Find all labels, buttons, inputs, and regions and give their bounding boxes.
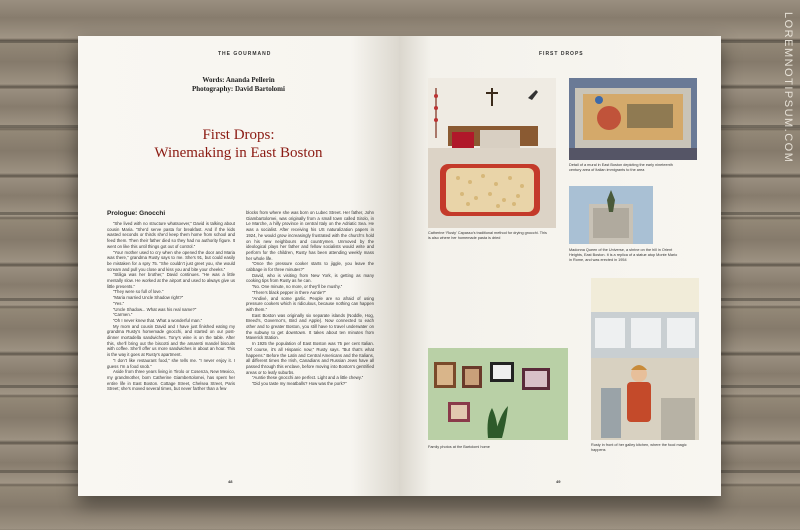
paragraph: “She lived with no structure whatsoever,” David is talking about cousin Maria. “She’d serve pasta for breakfast. And if the kids wasted seconds or thirds she’d keep them home from school and feed them. Then their father died so they had no authority figure. It went on like this until things got out of control.” (107, 221, 235, 249)
paragraph: “Auntie these gnocchi are perfect. Light and a little chewy.” (252, 375, 364, 381)
paragraph: “They were so full of love.” (113, 289, 164, 295)
photo-statue (569, 186, 653, 244)
family-photos-image (428, 348, 568, 440)
paragraph: “Yes.” (113, 300, 125, 306)
left-page (78, 36, 399, 496)
photo-family-frames (428, 348, 568, 440)
paragraph: “No. One minute, no more, or they’ll be mushy.” (252, 284, 343, 290)
kitchen-image (591, 278, 699, 440)
photo-gnocchi-bed (428, 78, 556, 228)
paragraph: Aside from three years living in Tirolo or Cosenza, New Mexico, my grandmother, born Catherine Giambertolomei, has spent her entire life in East Boston. Cottage Street, Chelsea Street, Paris Street; she’s moved several times, but never farther than a few (107, 369, 235, 392)
right-page (399, 36, 721, 496)
running-head-right: FIRST DROPS (539, 51, 584, 57)
paragraph: “Oh I never knew that. What a wonderful man.” (113, 317, 203, 323)
text-column-1 (107, 221, 235, 392)
watermark-text: LOREMNOTIPSUM.COM (782, 12, 794, 164)
page-number-left: 48 (228, 479, 233, 484)
title-line-2: Winemaking in East Boston (154, 145, 323, 161)
statue-image (569, 186, 653, 244)
credits-photography: Photography: David Bartolomi (192, 85, 285, 93)
paragraph: “Carmen.” (113, 312, 133, 318)
paragraph: “Uncle Shadow... What was his real name?” (113, 306, 197, 312)
paragraph: David, who is visiting from New York, is getting as many cooking tips from Rusty as he can. (246, 272, 374, 284)
gnocchi-bed-image (428, 78, 556, 228)
open-magazine (78, 36, 721, 496)
paragraph: “Maria married Uncle Shadow right?” (113, 295, 184, 301)
title-line-1: First Drops: (202, 127, 275, 143)
article-title (78, 126, 399, 162)
paragraph: “Stiliga was her brother,” David continues. “He was a little mentally slow. He worked at the airport and used to always give us little presents.” (107, 272, 235, 289)
paragraph: blocks from where she was born on Lubec Street. Her father, John Giambartolomei, was originally from a small town called Sirolo, in Le Marche, a hilly province in central Italy on the Adriatic Sea. He was a socialist. After receiving his US naturalization papers in 1924, he would grow increasingly frustrated with the church’s hold on his new neighbours and countrymen. Unmoved by the ideological plays her father and fellow socialists would write and perform for the children, Rusty has been attending weekly mass her whole life. (246, 210, 374, 261)
article-credits (78, 76, 399, 94)
caption-mural: Detail of a mural in East Boston depicting the early nineteenth century area of Italian immigrants to the area (569, 163, 673, 172)
caption-family-photos: Family photos at the Bartolomi home (428, 445, 490, 449)
running-head-left: THE GOURMAND (218, 51, 272, 57)
paragraph: “Your mother used to cry when she opened the door and Maria was there,” grandma Rusty says to me. She’s 91, but could easily be mistaken for a spry 75. “She couldn’t just greet you, she would scream and pull you close and kiss you and bite your cheeks.” (107, 249, 235, 272)
credits-words: Words: Ananda Pellerin (202, 76, 275, 84)
paragraph: “I don’t like restaurant food,” she tells me. “I never enjoy it. I guess I’m a food snob.” (107, 357, 235, 369)
paragraph: My mom and cousin David and I have just finished eating my grandma Rusty’s homemade gnocchi, and started on our post-dinner mortadella sandwiches. Tony’s wine is on the table. After this, she’ll bring out the biscotti and the amaretti mandel biscuits with coffee. She’ll offer us more sandwiches in about an hour. This is the way it goes at Rusty’s apartment. (107, 323, 235, 358)
caption-statue: Madonna Queen of the Universe, a shrine on the hill in Orient Heights, East Boston. It is a replica of a statue atop Monte Mario in Rome, and was erected in 1954 (569, 248, 678, 262)
paragraph: East Boston was originally six separate islands (Noddle, Hog, Breed’s, Governor’s, Bird and Apple). Now connected to each other and to greater Boston, you still have to travel underwater on the subway to get downtown. It takes about ten minutes from Maverick Station. (246, 312, 374, 341)
mural-image (569, 78, 697, 160)
photo-mural (569, 78, 697, 160)
paragraph: “Once the pressure cooker starts to jiggle, you leave the cabbage in for three minutes?” (246, 261, 374, 273)
section-heading: Prologue: Gnocchi (107, 210, 166, 217)
paragraph: “Did you taste my meatballs? How was the pork?” (252, 381, 347, 387)
page-number-right: 49 (556, 479, 561, 484)
paragraph: In 1925 the population of East Boston was 75 per cent Italian. “Of course, it’s all Hispanic now,” Rusty says. “But that’s what happens.” Before the Latin and Central Americans and the Italians, all different times the Irish, Canadians and Russian Jews have all passed through this enclave, before moving into Boston’s gentrified areas or to leafy suburbs. (246, 341, 374, 375)
photo-kitchen (591, 278, 699, 440)
paragraph: “Andivé, and some garlic. People are so afraid of using pressure cookers which is ridiculous, because nothing can happen with them.” (246, 295, 374, 312)
caption-gnocchi-bed: Catherine ‘Rusty’ Capasso’s traditional method for drying gnocchi. This is also where her homemade pasta is dried (428, 231, 547, 240)
caption-kitchen: Rusty in front of her galley kitchen, where the food magic happens (591, 443, 687, 452)
text-column-2 (246, 210, 374, 387)
paragraph: “There’s black pepper in there Auntie?” (252, 289, 326, 295)
